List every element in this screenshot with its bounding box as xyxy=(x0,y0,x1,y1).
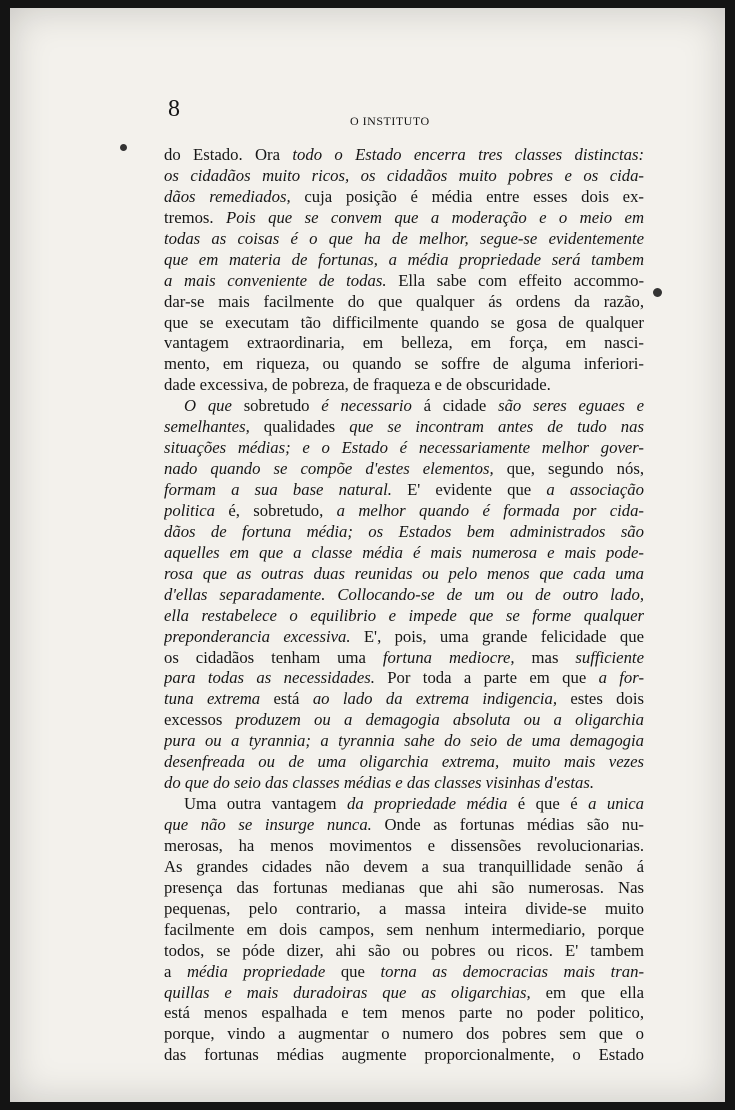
roman-text: As grandes cidades não devem a sua tranquillidade senão á xyxy=(164,856,644,876)
italic-text: a mais conveniente de todas. xyxy=(164,270,387,290)
roman-text: mas xyxy=(514,647,576,667)
text-line xyxy=(164,627,644,648)
italic-text: os cidadãos muito ricos, os cidadãos muito pobres e os cida- xyxy=(164,165,644,185)
text-line xyxy=(164,522,644,543)
ink-speck xyxy=(653,288,662,297)
italic-text: nado quando se compõe d'estes elementos, xyxy=(164,459,494,479)
roman-text: Onde as fortunas médias são nu- xyxy=(371,815,644,834)
text-line xyxy=(164,773,644,794)
text-line xyxy=(164,438,644,459)
italic-text: a unica xyxy=(588,794,644,814)
roman-text: em que ella xyxy=(530,982,644,1002)
text-line xyxy=(164,166,644,187)
italic-text: d'ellas separadamente. Collocando-se de um ou de outro lado, xyxy=(164,584,644,604)
text-line xyxy=(164,417,644,438)
italic-text: dãos de fortuna média; os Estados bem administrados são xyxy=(164,521,644,541)
roman-text: os cidadãos tenham uma xyxy=(164,647,383,667)
text-line xyxy=(164,836,644,857)
text-line xyxy=(164,354,644,375)
roman-text: dade excessiva, de pobreza, de fraqueza e de obscuridade. xyxy=(164,375,551,395)
text-line xyxy=(164,794,644,815)
text-line xyxy=(164,396,644,417)
text-line xyxy=(164,333,644,354)
text-line xyxy=(164,962,644,983)
roman-text: está xyxy=(260,689,313,709)
italic-text: Pois que se convem que a moderação e o meio em xyxy=(226,207,644,227)
text-line xyxy=(164,668,644,689)
roman-text: todos, se póde dizer, ahi são ou pobres ou ricos. E' tambem xyxy=(164,940,644,960)
roman-text: pequenas, pelo contrario, a massa inteira divide-se muito xyxy=(164,898,644,918)
text-line xyxy=(164,480,644,501)
roman-text: qualidades xyxy=(249,417,350,437)
text-line xyxy=(164,564,644,585)
text-line xyxy=(164,543,644,564)
italic-text: situações médias; e o Estado é necessariamente melhor gover- xyxy=(164,438,644,458)
text-line xyxy=(164,857,644,878)
book-page xyxy=(10,8,725,1102)
italic-text: ao lado da extrema indigencia, xyxy=(312,689,558,709)
italic-text: aquelles em que a classe média é mais numerosa e mais pode- xyxy=(164,542,644,562)
roman-text: Uma outra vantagem xyxy=(184,794,348,814)
text-line xyxy=(164,983,644,1004)
italic-text: preponderancia excessiva. xyxy=(164,626,351,646)
italic-text: desenfreada ou de uma oligarchia extrema, muito mais vezes xyxy=(164,752,644,772)
text-line xyxy=(164,459,644,480)
roman-text: está menos espalhada e tem menos parte no poder politico, xyxy=(164,1003,644,1023)
text-line xyxy=(164,1003,644,1024)
roman-text: facilmente em dois campos, sem nenhum intermediario, porque xyxy=(164,919,644,939)
roman-text: sobretudo xyxy=(231,396,322,416)
text-line xyxy=(164,710,644,731)
roman-text: cuja posição é média entre esses dois ex- xyxy=(290,186,644,206)
roman-text: a xyxy=(164,961,187,981)
italic-text: para todas as necessidades. xyxy=(164,668,375,688)
roman-text: que, segundo nós, xyxy=(493,459,644,479)
roman-text: que se executam tão difficilmente quando se gosa de qualquer xyxy=(164,312,644,332)
italic-text: a for- xyxy=(598,668,644,688)
italic-text: O que xyxy=(184,396,232,416)
italic-text: do que do seio das classes médias e das classes visinhas d'estas. xyxy=(164,773,594,793)
italic-text: ella restabelece o equilibrio e impede que se forme qualquer xyxy=(164,605,644,625)
italic-text: a melhor quando é formada por cida- xyxy=(336,500,644,520)
text-line xyxy=(164,731,644,752)
text-line xyxy=(164,250,644,271)
text-line xyxy=(164,501,644,522)
text-line xyxy=(164,648,644,669)
italic-text: que em materia de fortunas, a média propriedade será tambem xyxy=(164,249,644,269)
roman-text: tremos. xyxy=(164,207,227,227)
roman-text: vantagem extraordinaria, em belleza, em força, em nasci- xyxy=(164,333,644,353)
text-line xyxy=(164,208,644,229)
text-line xyxy=(164,585,644,606)
roman-text: estes dois xyxy=(557,689,644,709)
roman-text: do Estado. Ora xyxy=(164,145,293,164)
roman-text: é que é xyxy=(507,794,589,814)
text-line xyxy=(164,187,644,208)
italic-text: todo o Estado encerra tres classes distinctas: xyxy=(292,145,644,164)
text-line xyxy=(164,878,644,899)
italic-text: da propriedade média xyxy=(347,794,508,814)
roman-text: merosas, ha menos movimentos e dissensões revolucionarias. xyxy=(164,835,644,855)
roman-text: á cidade xyxy=(411,396,499,416)
roman-text: excessos xyxy=(164,710,236,730)
italic-text: são seres eguaes e xyxy=(498,396,644,416)
text-line xyxy=(164,1024,644,1045)
roman-text: presença das fortunas medianas que ahi são numerosas. Nas xyxy=(164,877,644,897)
roman-text: porque, vindo a augmentar o numero dos pobres sem que o xyxy=(164,1024,644,1044)
italic-text: tuna extrema xyxy=(164,689,261,709)
italic-text: é necessario xyxy=(321,396,412,416)
roman-text: mento, em riqueza, ou quando se soffre de alguma inferiori- xyxy=(164,354,644,374)
body-text xyxy=(164,145,644,1066)
italic-text: dãos remediados, xyxy=(164,186,291,206)
roman-text: que xyxy=(325,961,381,981)
roman-text: E', pois, uma grande felicidade que xyxy=(350,626,644,646)
italic-text: pura ou a tyrannia; a tyrannia sahe do seio de uma demagogia xyxy=(164,731,644,751)
italic-text: média propriedade xyxy=(187,961,326,981)
running-head: O INSTITUTO xyxy=(350,114,430,128)
text-line xyxy=(164,145,644,166)
italic-text: todas as coisas é o que ha de melhor, segue-se evidentemente xyxy=(164,228,644,248)
italic-text: rosa que as outras duas reunidas ou pelo menos que cada uma xyxy=(164,563,644,583)
italic-text: produzem ou a demagogia absoluta ou a oligarchia xyxy=(235,710,644,730)
text-line xyxy=(164,752,644,773)
italic-text: que não se insurge nunca. xyxy=(164,815,372,834)
text-line xyxy=(164,815,644,836)
text-line xyxy=(164,313,644,334)
italic-text: semelhantes, xyxy=(164,417,250,437)
italic-text: quillas e mais duradoiras que as oligarchias, xyxy=(164,982,531,1002)
roman-text: Ella sabe com effeito accommo- xyxy=(386,270,644,290)
roman-text: é, sobretudo, xyxy=(214,500,337,520)
italic-text: a associação xyxy=(546,480,644,499)
text-line xyxy=(164,606,644,627)
roman-text: dar-se mais facilmente do que qualquer ás ordens da razão, xyxy=(164,291,644,311)
page-number: 8 xyxy=(168,96,180,122)
italic-text: torna as democracias mais tran- xyxy=(380,961,644,981)
ink-speck xyxy=(120,144,127,151)
text-line xyxy=(164,375,644,396)
italic-text: politica xyxy=(164,500,215,520)
roman-text: E' evidente que xyxy=(391,480,547,499)
text-line xyxy=(164,689,644,710)
italic-text: fortuna mediocre, xyxy=(382,647,515,667)
text-line xyxy=(164,920,644,941)
text-line xyxy=(164,292,644,313)
italic-text: formam a sua base natural. xyxy=(164,480,392,499)
text-line xyxy=(164,941,644,962)
italic-text: que se incontram antes de tudo nas xyxy=(349,417,644,437)
text-line xyxy=(164,1045,644,1066)
text-line xyxy=(164,229,644,250)
italic-text: sufficiente xyxy=(575,647,644,667)
roman-text: Por toda a parte em que xyxy=(374,668,599,688)
text-line xyxy=(164,271,644,292)
text-line xyxy=(164,899,644,920)
roman-text: das fortunas médias augmente proporcionalmente, o Estado xyxy=(164,1045,644,1065)
